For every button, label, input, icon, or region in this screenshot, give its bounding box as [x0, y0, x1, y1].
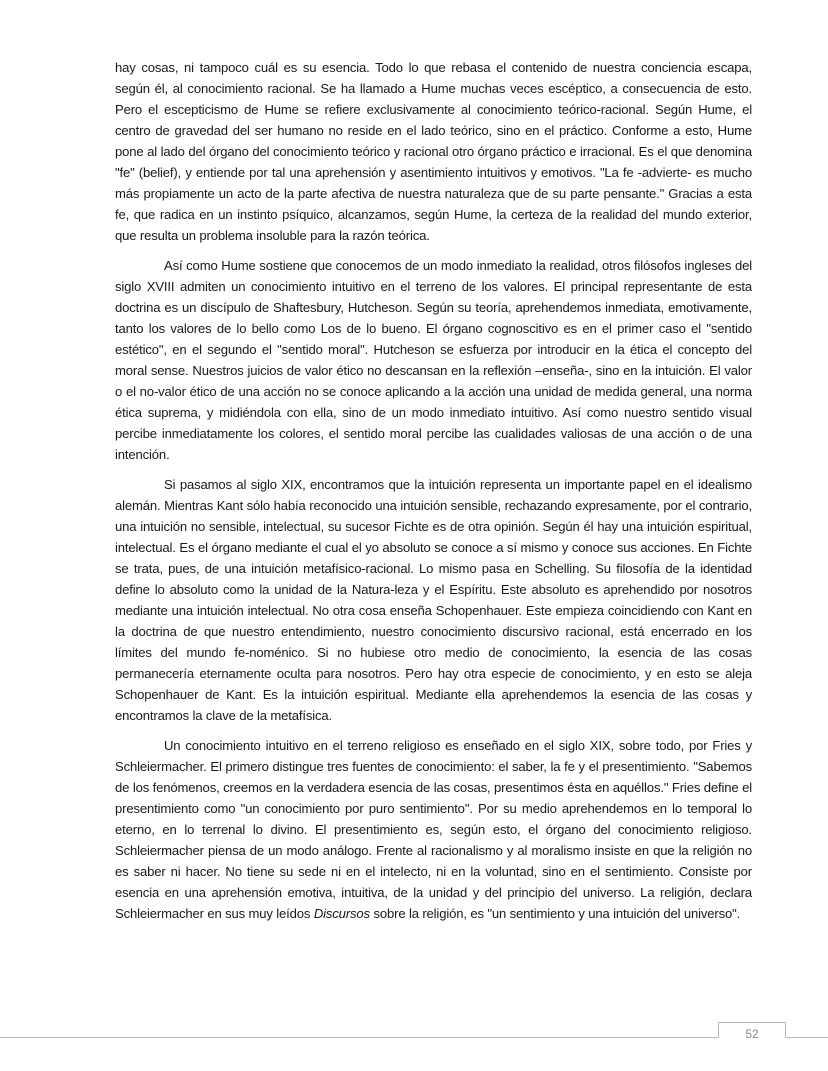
page-number: 52	[745, 1027, 759, 1041]
page-number-tab	[718, 1022, 786, 1041]
body-text	[115, 57, 752, 933]
footer-divider-left	[0, 1037, 719, 1038]
paragraph-hume-belief: hay cosas, ni tampoco cuál es su esencia. Todo lo que rebasa el contenido de nuestra conciencia escapa, según él, al conocimiento racional. Se ha llamado a Hume muchas veces escéptico, a consecuencia de esto. Pero el escepticismo de Hume se refiere exclusivamente al conocimiento teórico-racional. Según Hume, el centro de gravedad del ser humano no reside en el lado teórico, sino en el práctico. Conforme a esto, Hume pone al lado del órgano del conocimiento teórico y racional otro órgano práctico e irracional. Es el que denomina "fe" (belief), y entiende por tal una aprehensión y asentimiento intuitivos y emotivos. "La fe -advierte- es mucho más propiamente un acto de la parte afectiva de nuestra naturaleza que de su parte pensante." Gracias a esta fe, que radica en un instinto psíquico, alcanzamos, según Hume, la certeza de la realidad del mundo exterior, que resulta un problema insoluble para la razón teórica.	[115, 60, 752, 243]
paragraph-text-before-italic: Un conocimiento intuitivo en el terreno religioso es enseñado en el siglo XIX, sobre todo, por Fries y Schleiermacher. El primero distingue tres fuentes de conocimiento: el saber, la fe y el presentimiento. "Sabemos de los fenómenos, creemos en la verdadera esencia de las cosas, presentimos ésta en aquéllos." Fries define el presentimiento como "un conocimiento por puro sentimiento". Por su medio aprehendemos en lo temporal lo eterno, en lo terrenal lo divino. El presentimiento es, según esto, el órgano del conocimiento religioso. Schleiermacher piensa de un modo análogo. Frente al racionalismo y al moralismo insiste en que la religión no es saber ni hacer. No tiene su sede ni en el intelecto, ni en la voluntad, sino en el sentimiento. Consiste por esencia en una aprehensión emotiva, intuitiva, de la unidad y del principio del universo. La religión, declara Schleiermacher en sus muy leídos	[115, 738, 752, 921]
paragraph-religious-intuition	[115, 735, 752, 924]
italic-book-title: Discursos	[313, 906, 370, 921]
footer-divider-right	[785, 1037, 828, 1038]
paragraph-text-after-italic: sobre la religión, es "un sentimiento y una intuición del universo".	[369, 906, 741, 921]
paragraph-german-idealism: Si pasamos al siglo XIX, encontramos que la intuición representa un importante papel en el idealismo alemán. Mientras Kant sólo había reconocido una intuición sensible, rechazando expresamente, por el contrario, una intuición no sensible, intelectual, su sucesor Fichte es de otra opinión. Según él hay una intuición espiritual, intelectual. Es el órgano mediante el cual el yo absoluto se conoce a sí mismo y conoce sus acciones. En Fichte se trata, pues, de una intuición metafísico-racional. Lo mismo pasa en Schelling. Su filosofía de la identidad define lo absoluto como la unidad de la Natura-leza y el Espíritu. Este absoluto es aprehendido por nosotros mediante una intuición intelectual. No otra cosa enseña Schopenhauer. Este empieza coincidiendo con Kant en la doctrina de que nuestro entendimiento, nuestro conocimiento discursivo racional, está encerrado en los límites del mundo fe-noménico. Si no hubiese otro medio de conocimiento, la esencia de las cosas permanecería eternamente oculta para nosotros. Pero hay otra especie de conocimiento, y en esto se aleja Schopenhauer de Kant. Es la intuición espiritual. Mediante ella aprehendemos la esencia de las cosas y encontramos la clave de la metafísica.	[115, 477, 752, 723]
paragraph-hutcheson-moral-sense: Así como Hume sostiene que conocemos de un modo inmediato la realidad, otros filósofos ingleses del siglo XVIII admiten un conocimiento intuitivo en el terreno de los valores. El principal representante de esta doctrina es un discípulo de Shaftesbury, Hutcheson. Según su teoría, aprehendemos inmediata, emotivamente, tanto los valores de lo bello como Los de lo bueno. El órgano cognoscitivo es en el primer caso el "sentido estético", en el segundo el "sentido moral". Hutcheson se esfuerza por introducir en la ética el concepto del moral sense. Nuestros juicios de valor ético no descansan en la reflexión –enseña-, sino en la intuición. El valor o el no-valor ético de una acción no se conoce aplicando a la acción una unidad de medida general, una norma ética suprema, y midiéndola con ella, sino de un modo inmediato intuitivo. Así como nuestro sentido visual percibe inmediatamente los colores, el sentido moral percibe las cualidades valiosas de una acción o de una intención.	[115, 258, 752, 462]
